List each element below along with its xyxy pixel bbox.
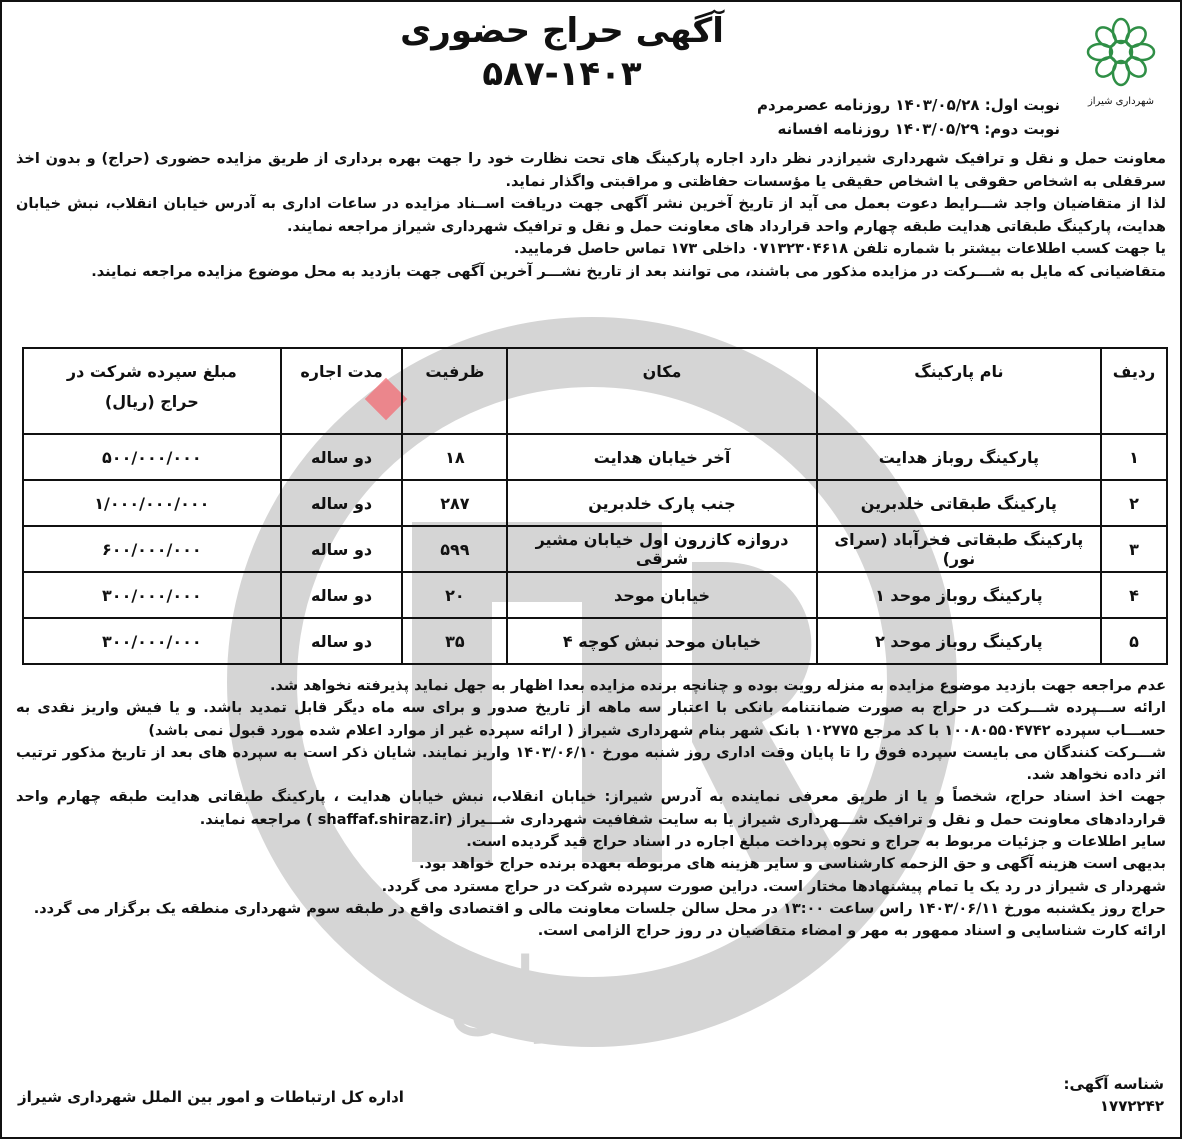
title-block	[302, 8, 822, 94]
terms-paragraph: بدیهی است هزینه آگهی و حق الزحمه کارشناسی و سایر هزینه های مربوطه بعهده برنده حراج خواهد بود.	[419, 856, 1166, 873]
notice-title: آگهی حراج حضوری	[400, 11, 724, 51]
table-row	[23, 618, 1167, 664]
cell-location: خیابان موحد	[507, 572, 816, 618]
cell-row-num: ۵	[1101, 618, 1167, 664]
parking-table	[22, 347, 1168, 665]
cell-location: آخر خیابان هدایت	[507, 434, 816, 480]
cell-lease-term: دو ساله	[281, 480, 403, 526]
cell-lease-term: دو ساله	[281, 526, 403, 572]
terms-paragraph: شـــرکت کنندگان می بایست سپرده فوق را تا پایان وقت اداری روز شنبه مورخ ۱۴۰۳/۰۶/۱۰ واریز نمایند. شایان ذکر است به سپرده های بعد از تاریخ مذکور ترتیب اثر داده نخواهد شد.	[16, 744, 1166, 784]
header-lease-term: مدت اجاره	[281, 348, 403, 434]
header-row-num: ردیف	[1101, 348, 1167, 434]
cell-parking-name: پارکینگ روباز هدایت	[817, 434, 1101, 480]
cell-capacity: ۲۸۷	[402, 480, 507, 526]
cell-lease-term: دو ساله	[281, 572, 403, 618]
ad-id-label: شناسه آگهی:	[1063, 1075, 1164, 1093]
cell-capacity: ۱۸	[402, 434, 507, 480]
cell-deposit: ۶۰۰/۰۰۰/۰۰۰	[23, 526, 281, 572]
intro-paragraph: لذا از متقاضیان واجد شـــرایط دعوت بعمل می آید از تاریخ آخرین نشر آگهی جهت دریافت اســناد مزایده در ساعات اداری به آدرس خیابان انقلاب، نبش خیابان هدایت، پارکینگ طبقاتی هدایت طبقه چهارم واحد قرارداد های معاونت حمل و نقل و ترافیک شهرداری شیراز مراجعه نمایند.	[16, 196, 1166, 235]
cell-lease-term: دو ساله	[281, 434, 403, 480]
cell-parking-name: پارکینگ روباز موحد ۱	[817, 572, 1101, 618]
terms-paragraph: سایر اطلاعات و جزئیات مربوط به حراج و نحوه پرداخت مبلغ اجاره در اسناد حراج قید گردیده است.	[466, 834, 1166, 851]
terms-paragraph: ارائه کارت شناسایی و اسناد ممهور به مهر و امضاء متقاضیان در روز حراج الزامی است.	[537, 923, 1166, 940]
flower-emblem-icon	[1088, 19, 1154, 85]
header-capacity: ظرفیت	[402, 348, 507, 434]
intro-paragraph: متقاضیانی که مایل به شـــرکت در مزایده مذکور می باشند، می توانند بعد از تاریخ نشـــر آخرین آگهی جهت بازدید به محل موضوع مزایده مراجعه نمایند.	[91, 263, 1166, 280]
cell-row-num: ۲	[1101, 480, 1167, 526]
intro-paragraph: یا جهت کسب اطلاعات بیشتر با شماره تلفن ۰۷۱۳۲۳۰۴۶۱۸ داخلی ۱۷۳ تماس حاصل فرمایید.	[513, 241, 1166, 257]
cell-row-num: ۳	[1101, 526, 1167, 572]
cell-parking-name: پارکینگ طبقاتی خلدبرین	[817, 480, 1101, 526]
table-row	[23, 572, 1167, 618]
terms-paragraph: عدم مراجعه جهت بازدید موضوع مزایده به منزله رویت بوده و چنانچه برنده مزایده بعدا اظهار به جهل نماید پذیرفته نخواهد شد.	[269, 678, 1166, 694]
cell-row-num: ۴	[1101, 572, 1167, 618]
cell-deposit: ۳۰۰/۰۰۰/۰۰۰	[23, 572, 281, 618]
cell-parking-name: پارکینگ روباز موحد ۲	[817, 618, 1101, 664]
cell-capacity: ۵۹۹	[402, 526, 507, 572]
terms-paragraph: حراج روز یکشنبه مورخ ۱۴۰۳/۰۶/۱۱ راس ساعت ۱۳:۰۰ در محل سالن جلسات معاونت مالی و اقتصادی واقع در طبقه سوم شهرداری منطقه یک برگزار می گردد.	[33, 900, 1166, 917]
header-location: مکان	[507, 348, 816, 434]
cell-row-num: ۱	[1101, 434, 1167, 480]
watermark-word: گستران	[446, 939, 738, 1044]
cell-deposit: ۳۰۰/۰۰۰/۰۰۰	[23, 618, 281, 664]
terms-paragraph: جهت اخذ اسناد حراج، شخصاً و یا از طریق معرفی نماینده به آدرس شیراز: خیابان انقلاب، نبش خیابان هدایت ، پارکینگ طبقاتی هدایت طبقه چهارم واحد قراردادهای معاونت حمل و نقل و ترافیک شـــهرداری شیراز یا به سایت شفافیت شهرداری شـــیراز (shaffaf.shiraz.ir ) مراجعه نمایند.	[16, 789, 1166, 828]
terms-text	[16, 675, 1166, 943]
cell-capacity: ۲۰	[402, 572, 507, 618]
ad-id-value: ۱۷۷۲۲۴۲	[1099, 1097, 1164, 1115]
cell-location: دروازه کازرون اول خیابان مشیر شرقی	[507, 526, 816, 572]
cell-capacity: ۳۵	[402, 618, 507, 664]
logo-caption: شهرداری شیراز	[1087, 96, 1155, 107]
cell-location: جنب پارک خلدبرین	[507, 480, 816, 526]
table-row	[23, 480, 1167, 526]
cell-deposit: ۵۰۰/۰۰۰/۰۰۰	[23, 434, 281, 480]
terms-paragraph: شهردار ی شیراز در رد یک یا تمام پیشنهادها مختار است. دراین صورت سپرده شرکت در حراج مسترد می گردد.	[381, 878, 1166, 895]
cell-location: خیابان موحد نبش کوچه ۴	[507, 618, 816, 664]
header-deposit-line1: مبلغ سپرده شرکت در	[66, 362, 237, 381]
intro-text	[16, 148, 1166, 283]
table-row	[23, 526, 1167, 572]
first-publication: نوبت اول: ۱۴۰۳/۰۵/۲۸ روزنامه عصرمردم	[756, 96, 1060, 114]
second-publication: نوبت دوم: ۱۴۰۳/۰۵/۲۹ روزنامه افسانه	[777, 120, 1060, 138]
cell-deposit: ۱/۰۰۰/۰۰۰/۰۰۰	[23, 480, 281, 526]
cell-lease-term: دو ساله	[281, 618, 403, 664]
table-header-row	[23, 348, 1167, 434]
issuer-signature: اداره کل ارتباطات و امور بین الملل شهرداری شیراز	[18, 1088, 404, 1106]
municipality-logo	[1076, 14, 1166, 110]
table-row	[23, 434, 1167, 480]
ad-identifier	[1063, 1073, 1164, 1117]
notice-number: ۵۸۷-۱۴۰۳	[482, 54, 642, 94]
terms-paragraph: ارائه ســـپرده شـــرکت در حراج به صورت ضمانتنامه بانکی با اعتبار سه ماهه از تاریخ صدور و برای سه ماه دیگر قابل تمدید باشد. و یا فیش واریز نقدی به حســـاب سپرده ۱۰۰۸۰۵۵۰۴۷۴۲ با کد مرجع ۱۰۲۷۷۵ بانک شهر بنام شهرداری شیراز ( ارائه سپرده غیر از موارد اعلام شده مورد قبول نمی باشد)	[16, 700, 1166, 739]
header-deposit	[23, 348, 281, 434]
header-deposit-line2: حراج (ریال)	[104, 392, 199, 411]
header-parking-name: نام پارکینگ	[817, 348, 1101, 434]
intro-paragraph: معاونت حمل و نقل و ترافیک شهرداری شیرازدر نظر دارد اجاره پارکینگ های تحت نظارت خود را جهت بهره برداری از طریق مزایده حضوری (حراج) و بدون اخذ سرقفلی به اشخاص حقوقی یا اشخاص حقیقی یا مؤسسات حفاظتی و مراقبتی واگذار نماید.	[16, 151, 1166, 190]
cell-parking-name: پارکینگ طبقاتی فخرآباد (سرای نور)	[817, 526, 1101, 572]
